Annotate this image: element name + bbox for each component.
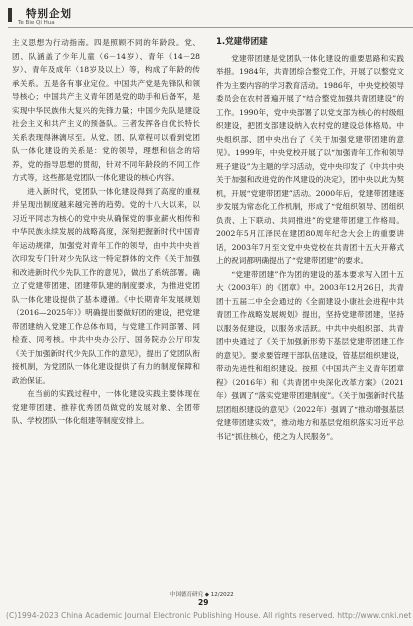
right-column: [216, 36, 404, 443]
paragraph: 党建带团建是党团队一体化建设的重要思路和实践举措。1984年，共青团综合整党工作，开展了以整党文件为主要内容的学习教育活动。1986年，中央党校领导委员会在农村普遍开展了“结合整党加强共青团建设”的工作。1990年，党中央部署了以党支部为核心的村级组织建设，把团支部建设纳入农村党的建设总体格局。中央组织部、团中央出台了《关于加强党建带团建的意见》。1999年，中央党校开展了以“加强青年工作和领导班子建设”为主题的学习活动，党中央印发了《中共中央关于加强和改进党的作风建设的决定》，团中央以此为契机，开展“党建带团建”活动。2000年后，党建带团建逐步发展为常态化工作机制，形成了“党组织领导、团组织负责、上下联动、共同推进”的党建带团建工作格局。2002年5月江泽民在建团80周年纪念大会上的重要讲话，2003年7月至文党中央党校在共青团十五大开幕式上的祝词都明确提出了“党建带团建”的要求。: [216, 53, 404, 265]
copyright-watermark: (C)1994-2023 China Academic Journal Electronic Publishing House. All rights reserved. http://www.cnki.net: [6, 611, 412, 620]
section-header-title: 特别企划: [26, 8, 72, 20]
section-heading: 1.党建带团建: [216, 37, 268, 47]
left-column: [12, 36, 200, 428]
journal-footer: 中国德育研究 ◆ 12/2022: [170, 592, 234, 598]
header-accent-bar: [8, 8, 12, 22]
paragraph: 在当前的实践过程中，一体化建设实践主要体现在党建带团建、推荐优秀团员做党的发展对象、全团带队、学校团队一体化组建等制度安排上。: [12, 389, 200, 425]
section-header-subtitle: Te Bie Qi Hua: [18, 20, 55, 26]
page-number: 29: [198, 598, 209, 607]
paragraph: 主义思想为行动指南。四是照顾不同的年龄段。党、团、队涵盖了少年儿童（6－14岁）、青年（14－28岁）、青年及成年（18岁及以上）等，构成了年龄的传承关系。五是各有事业定位。中国共产党是先锋队和领导核心；中国共产主义青年团是党的助手和后备军，是实现中华民族伟大复兴的先锋力量；中国少先队是建设社会主义和共产主义的预备队。三者发挥各自优长特长关系表现得淋漓尽至。从党、团、队章程可以看到党团队一体化建设的关系是：党的领导，理想和信念的培养，党的指导思想的贯彻，针对不同年龄段的不同工作方式等，这些都是党团队一体化建设的核心内容。: [12, 38, 200, 182]
page-header: [8, 6, 148, 28]
header-divider: [8, 27, 413, 28]
paragraph: 进入新时代，党团队一体化建设得到了高度的重视并呈现出制度越来越完善的趋势。党的十八大以来，以习近平同志为核心的党中央从确保党的事业薪火相传和中华民族永续发展的战略高度，深刻把握新时代中国青年运动规律，加强党对青年工作的领导，由中共中央首次印发专门针对少先队这一特定群体的文件《关于加强和改进新时代少先队工作的意见》，做出了系统部署。确立了党建带团建、团建带队建的制度要求，为推进党团队一体化建设提供了基本遵循。《中长期青年发展规划（2016—2025年）》明确提出要做好团的建设，把党建带团建纳入党建工作总体布局，与党建工作同部署、同检查、同考核。中共中央办公厅、国务院办公厅印发《关于加强新时代少先队工作的意见》，提出了党团队衔接机制，为党团队一体化建设提供了有力的制度保障和政治保证。: [12, 186, 200, 385]
paragraph: “党建带团建”作为团的建设的基本要求写入团十五大（2003年）的《团章》中。2003年12月26日，共青团十五届二中全会通过的《全面建设小康社会进程中共青团工作战略发展规划》提出，坚持党建带团建，坚持以服务促建设，以服务求活跃。中共中央组织部、共青团中央通过了《关于加强新形势下基层党建带团建工作的意见》。要求要管理干部队伍建设，管基层组织建设，带动先进性和组织建设。按照《中国共产主义青年团章程》（2016年）和《共青团中央深化改革方案》（2021年）强调了“落实党建带团建制度”。《关于加强新时代基层团组织建设的意见》（2022年）强调了“推动增强基层党建带团建实效”，推动地方和基层党组织落实习近平总书记“抓住核心，使之为人民服务”。: [216, 269, 404, 441]
